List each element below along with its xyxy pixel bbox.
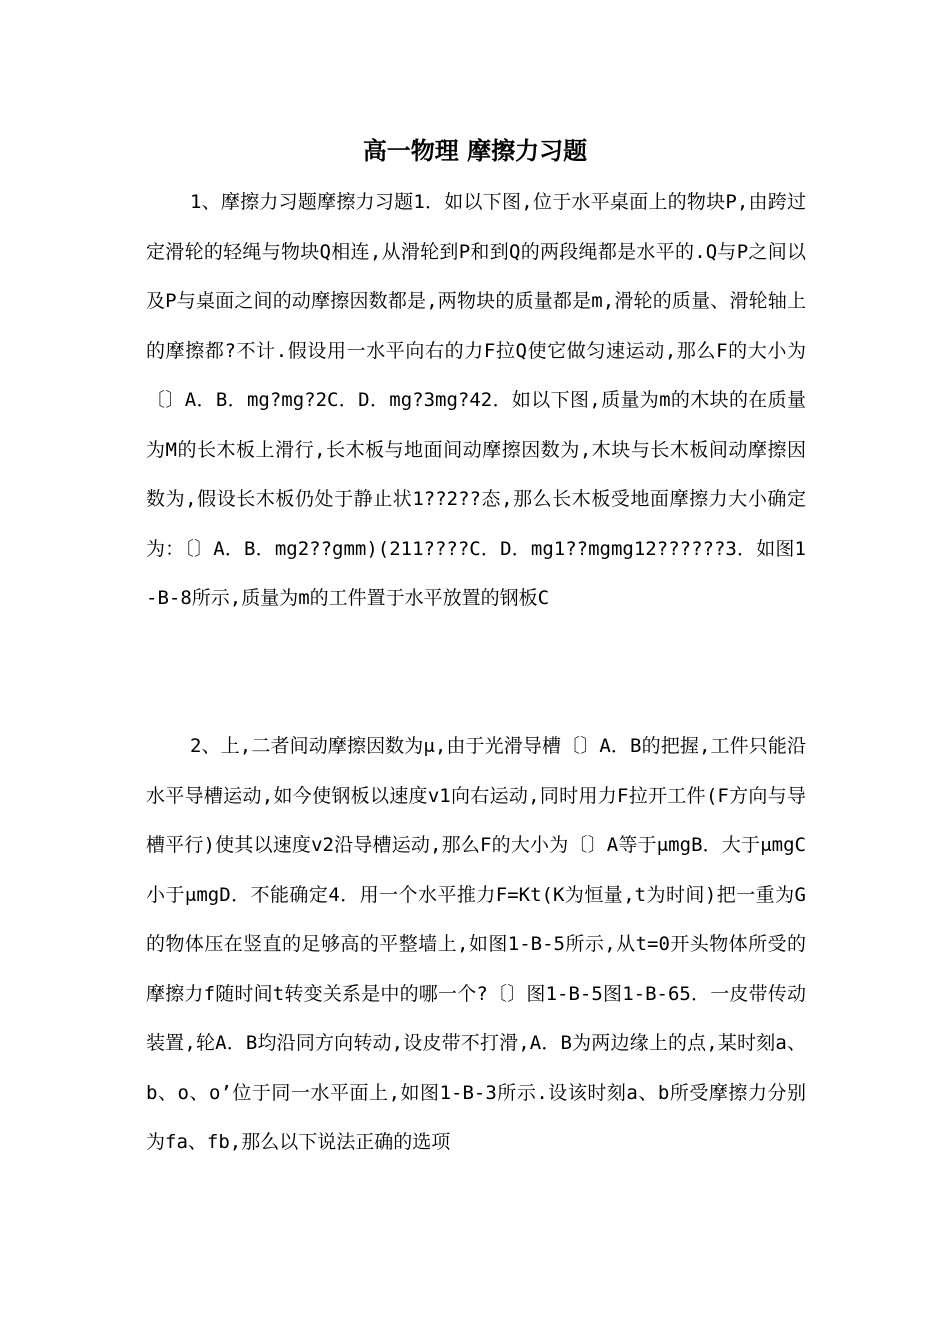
page-title: 高一物理 摩擦力习题: [362, 136, 588, 165]
paragraph-2: 2、上,二者间动摩擦因数为μ,由于光滑导槽〔〕A．B的把握,工件只能沿水平导槽运动,如今使钢板以速度v1向右运动,同时用力F拉开工件(F方向与导槽平行)使其以速度v2沿导槽运动,那么F的大小为〔〕A等于μmgB．大于μmgC小于μmgD．不能确定4．用一个水平推力F=Kt(K为恒量,t为时间)把一重为G的物体压在竖直的足够高的平整墙上,如图1-B-5所示,从t=0开头物体所受的摩擦力f随时间t转变关系是中的哪一个?〔〕图1-B-5图1-B-65．一皮带传动装置,轮A．B均沿同方向转动,设皮带不打滑,A．B为两边缘上的点,某时刻a、b、o、o’位于同一水平面上,如图1-B-3所示.设该时刻a、b所受摩擦力分别为fa、fb,那么以下说法正确的选项: [146, 735, 806, 1153]
paragraph-1: 1、摩擦力习题摩擦力习题1．如以下图,位于水平桌面上的物块P,由跨过定滑轮的轻绳与物块Q相连,从滑轮到P和到Q的两段绳都是水平的.Q与P之间以及P与桌面之间的动摩擦因数都是,两物块的质量都是m,滑轮的质量、滑轮轴上的摩擦都?不计.假设用一水平向右的力F拉Q使它做匀速运动,那么F的大小为〔〕A．B．mg?mg?2C．D．mg?3mg?42．如以下图,质量为m的木块的在质量为M的长木板上滑行,长木板与地面间动摩擦因数为,木块与长木板间动摩擦因数为,假设长木板仍处于静止状1??2??态,那么长木板受地面摩擦力大小确定为：〔〕A．B．mg2??gmm)(211????C．D．mg1??mgmg12??????3．如图1-B-8所示,质量为m的工件置于水平放置的钢板C: [146, 191, 806, 609]
